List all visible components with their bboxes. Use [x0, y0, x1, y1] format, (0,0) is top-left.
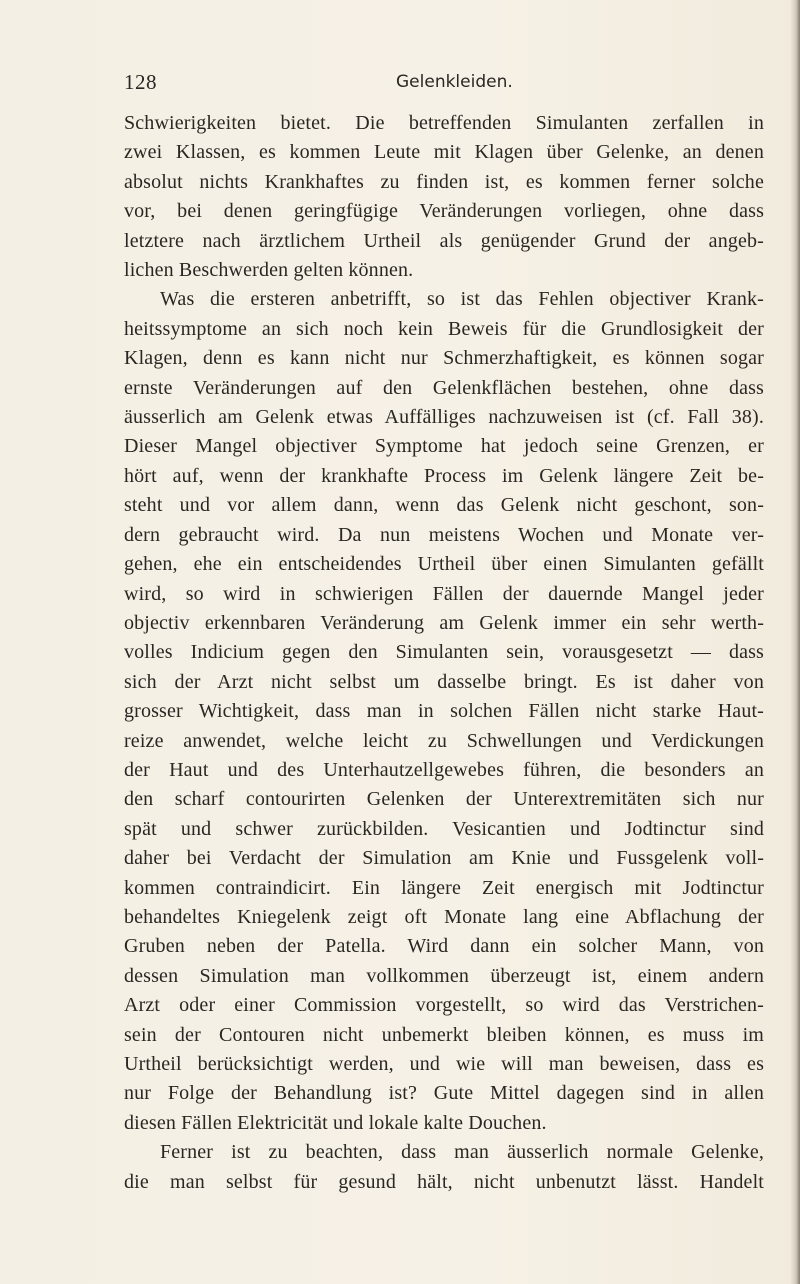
text-line: dessen Simulation man vollkommen überzeugt ist, einem andern [124, 964, 764, 987]
text-line: letztere nach ärztlichem Urtheil als genügender Grund der angeb- [124, 229, 764, 252]
body-text [124, 109, 764, 1197]
text-line: heitssymptome an sich noch kein Beweis für die Grundlosigkeit der [124, 317, 764, 340]
text-line: volles Indicium gegen den Simulanten sein, vorausgesetzt — dass [124, 641, 764, 664]
text-line: kommen contraindicirt. Ein längere Zeit energisch mit Jodtinctur [124, 876, 764, 899]
text-line: dern gebraucht wird. Da nun meistens Wochen und Monate ver- [124, 523, 764, 546]
text-line: Gruben neben der Patella. Wird dann ein solcher Mann, von [124, 935, 764, 958]
paragraph [124, 285, 764, 1138]
text-line: spät und schwer zurückbilden. Vesicantien und Jodtinctur sind [124, 817, 764, 840]
paragraph [124, 1138, 764, 1197]
running-head: Gelenkleiden. [396, 72, 513, 92]
text-line: Schwierigkeiten bietet. Die betreffenden Simulanten zerfallen in [124, 112, 764, 134]
text-line: die man selbst für gesund hält, nicht unbenutzt lässt. Handelt [124, 1170, 764, 1193]
page-edge-shadow [790, 0, 800, 1284]
text-line: äusserlich am Gelenk etwas Auffälliges nachzuweisen ist (cf. Fall 38). [124, 406, 764, 429]
page-header [124, 70, 764, 100]
text-line: absolut nichts Krankhaftes zu finden ist, es kommen ferner solche [124, 170, 764, 193]
text-line: steht und vor allem dann, wenn das Gelenk nicht geschont, son- [124, 494, 764, 517]
page-number: 128 [124, 70, 157, 94]
text-line: den scharf contourirten Gelenken der Unterextremitäten sich nur [124, 788, 764, 811]
text-line: grosser Wichtigkeit, dass man in solchen Fällen nicht starke Haut- [124, 700, 764, 723]
text-line: gehen, ehe ein entscheidendes Urtheil über einen Simulanten gefällt [124, 553, 764, 576]
text-line: Arzt oder einer Commission vorgestellt, so wird das Verstrichen- [124, 994, 764, 1017]
text-line: sein der Contouren nicht unbemerkt bleiben können, es muss im [124, 1023, 764, 1046]
text-line: der Haut und des Unterhautzellgewebes führen, die besonders an [124, 758, 764, 781]
text-line: Dieser Mangel objectiver Symptome hat jedoch seine Grenzen, er [124, 435, 764, 458]
text-line: vor, bei denen geringfügige Veränderungen vorliegen, ohne dass [124, 200, 764, 223]
text-line: nur Folge der Behandlung ist? Gute Mittel dagegen sind in allen [124, 1082, 764, 1105]
text-line: Was die ersteren anbetrifft, so ist das Fehlen objectiver Krank- [160, 288, 764, 311]
text-line: Ferner ist zu beachten, dass man äusserlich normale Gelenke, [160, 1141, 764, 1164]
text-line: hört auf, wenn der krankhafte Process im Gelenk längere Zeit be- [124, 464, 764, 487]
text-line: zwei Klassen, es kommen Leute mit Klagen über Gelenke, an denen [124, 141, 764, 164]
text-line: sich der Arzt nicht selbst um dasselbe bringt. Es ist daher von [124, 670, 764, 693]
text-line: Klagen, denn es kann nicht nur Schmerzhaftigkeit, es können sogar [124, 347, 764, 370]
paragraph [124, 109, 764, 285]
text-line: daher bei Verdacht der Simulation am Knie und Fussgelenk voll- [124, 847, 764, 870]
text-line: behandeltes Kniegelenk zeigt oft Monate lang eine Abflachung der [124, 905, 764, 928]
text-line: Urtheil berücksichtigt werden, und wie will man beweisen, dass es [124, 1053, 764, 1075]
text-line: lichen Beschwerden gelten können. [124, 259, 414, 282]
text-line: diesen Fällen Elektricität und lokale kalte Douchen. [124, 1111, 547, 1134]
text-line: objectiv erkennbaren Veränderung am Gelenk immer ein sehr werth- [124, 611, 764, 634]
text-line: ernste Veränderungen auf den Gelenkflächen bestehen, ohne dass [124, 376, 764, 399]
text-line: reize anwendet, welche leicht zu Schwellungen und Verdickungen [124, 729, 764, 752]
text-line: wird, so wird in schwierigen Fällen der dauernde Mangel jeder [124, 582, 764, 605]
